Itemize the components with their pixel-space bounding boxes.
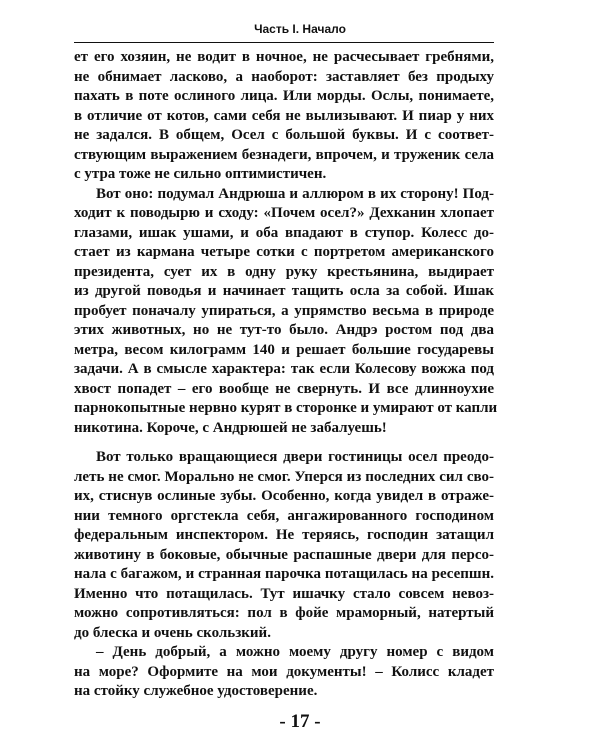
paragraph-4 — [74, 643, 494, 702]
text-line: до блеска и очень скользкий. — [74, 624, 271, 641]
text-line: ствующим выражением безнадеги, впрочем, и труженик села — [74, 146, 494, 163]
text-line: ходит к поводырю и сходу: «Почем осел?» Дехканин хлопает — [74, 205, 494, 221]
text-line: президента, сует их в одну руку крестьянина, выдирает — [74, 263, 494, 280]
text-line: животину в боковые, обычные распашные двери для персо- — [74, 546, 494, 563]
text-line: на стойку служебное удостоверение. — [74, 683, 318, 699]
text-line: можно сопротивляться: пол в фойе мраморный, натертый — [74, 605, 494, 621]
text-line: пахать в поте ослиного лица. Или морды. Ослы, понимаете, — [74, 88, 494, 104]
paragraph-3 — [74, 448, 494, 643]
text-line: Вот оно: подумал Андрюша и аллюром в их сторону! Под- — [96, 185, 494, 202]
text-line: Вот только вращающиеся двери гостиницы осел преодо- — [96, 449, 494, 465]
text-line: парнокопытные нервно курят в сторонке и умирают от капли — [74, 400, 498, 416]
text-line: леть не смог. Морально не смог. Уперся из последних сил сво- — [74, 468, 494, 485]
page-number: - 17 - — [279, 711, 321, 732]
text-line: из другой поводья и начинает тащить осла за собой. Ишак — [74, 283, 494, 299]
text-line: не обнимает ласково, а наоборот: заставляет без продыху — [74, 68, 494, 85]
text-line: ет его хозяин, не водит в ночное, не расчесывает гребнями, — [74, 49, 494, 65]
page-body — [74, 48, 498, 702]
header-rule — [74, 42, 494, 43]
text-line: задачи. А в смысле характера: так если Колесову вожжа под — [74, 361, 494, 377]
running-header: Часть I. Начало — [254, 22, 346, 36]
text-line: федеральным инспектором. Не теряясь, господин затащил — [74, 527, 494, 543]
text-line: никотина. Короче, с Андрюшей не забалуешь! — [74, 419, 387, 436]
text-line: Именно что потащилась. Тут ишачку стало совсем невоз- — [74, 585, 494, 602]
paragraph-1 — [74, 48, 494, 185]
text-line: метра, весом килограмм 140 и решает большие государевы — [74, 341, 494, 358]
text-line: хвост попадет – его вообще не свернуть. И все длинноухие — [74, 380, 494, 397]
text-line: глазами, ишак ушами, и оба впадают в ступор. Колесс до- — [74, 224, 494, 241]
paragraph-2 — [74, 185, 498, 439]
text-line: – День добрый, а можно моему другу номер с видом — [96, 644, 494, 660]
text-line: этих животных, но не тут-то было. Андрэ ростом под два — [74, 322, 494, 338]
text-line: на море? Оформите на мои документы! – Колисс кладет — [74, 663, 494, 680]
text-line: нии темного оргстекла себя, ангажированного господином — [74, 507, 494, 524]
text-line: нала с багажом, и странная парочка потащилась на ресепшн. — [74, 566, 494, 582]
text-line: с утра тоже не сильно оптимистичен. — [74, 166, 327, 182]
text-line: не задался. В общем, Осел с большой буквы. И с соответ- — [74, 127, 494, 143]
text-line: в отличие от котов, сами себя не вылизывают. И пиар у них — [74, 107, 494, 124]
text-line: стает из кармана четыре сотки с портретом американского — [74, 244, 494, 260]
text-line: пробует поначалу упираться, а упрямство весьма в природе — [74, 302, 494, 319]
text-line: их, стиснув ослиные зубы. Особенно, когда увидел в отраже- — [74, 488, 494, 504]
